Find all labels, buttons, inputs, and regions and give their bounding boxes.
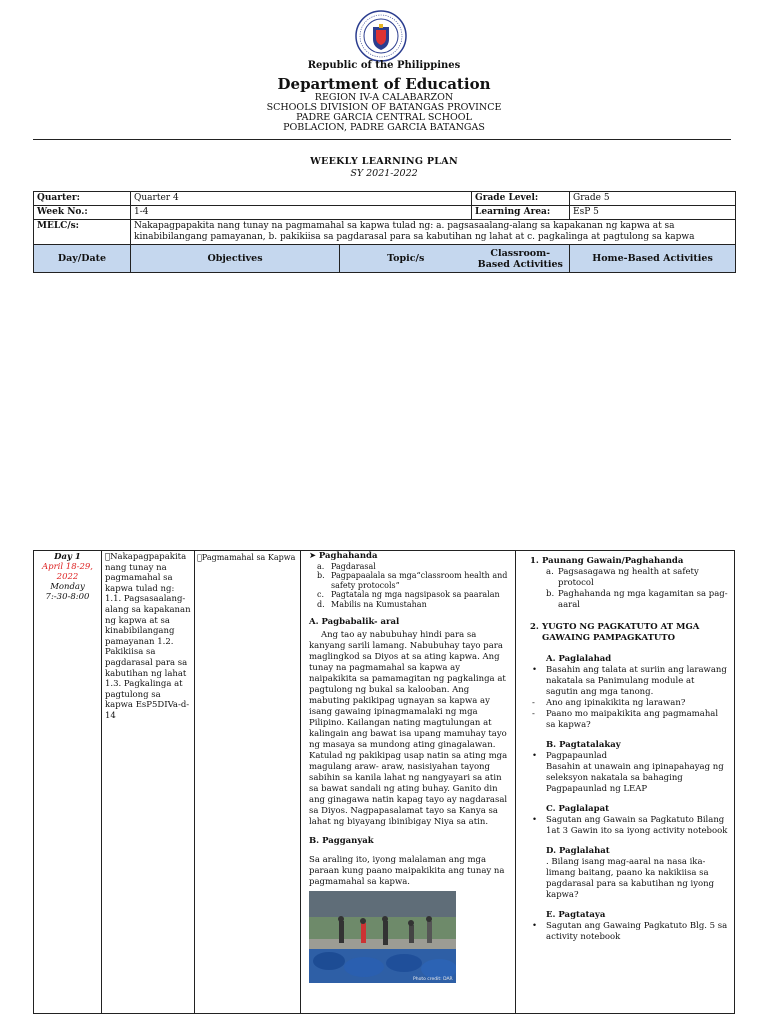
paglalapat-heading: C. Paglalapat [546,804,609,814]
preparation-list [309,562,509,609]
col-header-topics: Topic/s [340,245,472,273]
plan-title: WEEKLY LEARNING PLAN [310,156,458,167]
home-activities-cell [515,550,735,1014]
deped-seal-logo [355,10,407,62]
pagtatalakay-heading: B. Pagtatalakay [546,740,621,750]
melc-label: MELC/s: [34,220,131,245]
question-item: - Paano mo maipakikita ang pagmamahal sa kapwa? [532,709,719,730]
division-line: SCHOOLS DIVISION OF BATANGAS PROVINCE [266,102,502,113]
date-range-line2: 2022 [56,572,79,582]
home-section-2-heading: 2. YUGTO NG PAGKATUTO AT MGA GAWAING PAMPAGKATUTO [530,622,700,643]
topics-cell [194,550,300,1014]
col-header-objectives: Objectives [131,245,340,273]
list-item: b. Pagpapaalala sa mga“classroom health and safety protocols” [317,571,508,590]
list-item: c. Pagtatala ng mga nagsipasok sa paaralan [317,590,500,600]
day-date-cell [33,550,101,1014]
question-item: - Ano ang ipinakikita ng larawan? [532,698,686,708]
school-line: PADRE GARCIA CENTRAL SCHOOL [296,112,472,123]
pagtatalakay-bullet: • Pagpapaunlad [532,751,608,761]
date-range-line1: April 18-29, [42,562,93,572]
paglalapat-bullet: • Sagutan ang Gawain sa Pagkatuto Bilang 1at 3 Gawin ito sa iyong activity notebook [532,815,728,836]
grade-label: Grade Level: [472,192,570,206]
region-line: REGION IV-A CALABARZON [314,92,454,103]
paglalahad-heading: A. Paglalahad [546,654,612,664]
col-header-home: Home-Based Activities [570,245,736,273]
home-section-1-heading: 1. Paunang Gawain/Paghahanda [530,556,684,566]
arrow-bullet-icon: ➤ [309,551,317,561]
photo-credit: Photo credit: DAR [413,977,453,983]
list-item: b. Paghahanda ng mga kagamitan sa pag-aaral [546,589,728,610]
classroom-activities-cell [300,550,515,1014]
paghahanda-heading: ➤ Paghahanda [309,551,378,561]
paglalahat-text: . Bilang isang mag-aaral na nasa ika-limang baitang, paano ka nakikiisa sa pagdarasal para sa kabutihan ng iyong kapwa? [546,857,715,900]
list-item: d. Mabilis na Kumustahan [317,599,427,609]
school-year: SY 2021-2022 [350,168,418,179]
home-prep-list [526,567,728,611]
list-item: a. Pagsasagawa ng health at safety protocol [546,567,699,588]
week-value: 1-4 [131,206,472,220]
pagtataya-bullet: • Sagutan ang Gawaing Pagkatuto Blg. 5 sa activity notebook [532,921,728,942]
department-heading: Department of Education [277,75,491,93]
paglalahad-bullet: • Basahin ang talata at suriin ang larawang nakatala sa Panimulang module at sagutin ang mga tanong. [532,665,727,697]
community-pantry-photo [309,891,456,983]
address-line: POBLACION, PADRE GARCIA BATANGAS [283,122,485,133]
pagtataya-heading: E. Pagtataya [546,910,606,920]
section-a-heading: A. Pagbabalik- aral [309,617,400,628]
paglalahat-heading: D. Paglalahat [546,846,610,856]
melc-value: Nakapagpapakita nang tunay na pagmamahal sa kapwa tulad ng: a. pagsasaalang-alang sa kapakanan ng kapwa at sa kinabibilangang pamayanan, b. pakikiisa sa pagdarasal para sa kabutihan ng lahat at c. pagkalinga at pagtulong sa kapwa [131,220,736,245]
objectives-text: Nakapagpapakita nang tunay na pagmamahal sa kapwa tulad ng: 1.1. Pagsasaalang-alang sa kapakanan ng kapwa at sa kinabibilangang pamayanan 1.2. Pakikiisa sa pagdarasal para sa kabutihan ng lahat 1.3. Pagkalinga at pagtulong sa kapwa EsP5DIVa-d-14 [105,552,191,721]
objectives-cell [101,550,194,1014]
learning-area-label: Learning Area: [472,206,570,220]
day-label: Day 1 [54,552,81,562]
section-a-text: Ang tao ay nabubuhay hindi para sa kanyang sarili lamang. Nabubuhay tayo para maglingkod sa Diyos at sa ating kapwa. Ang tunay na pagmamahal sa kapwa ay naipakikita sa pamamagitan ng pagkalinga at pagtulong ng bukal sa kalooban. Ang mabuting pakikipag ugnayan sa kapwa ay isang gawaing ipinagmamalaki ng mga Pilipino. Kailangan nating magtulungan at kalingain ang bawat isa upang mamuhay tayo ng masaya sa mundong ating ginagalawan. Katulad ng pakikipag usap natin sa ating mga magulang araw- araw, nasisiyahan tayong sabihin sa kanila lahat ng nangyayari sa atin sa bawat sandali ng ating buhay. Ganito din ang ginagawa natin kapag tayo ay nagdarasal sa Diyos. Nagpapasalamat tayo sa Kanya sa lahat ng biyayang ibinibigay Niya sa atin. [309,630,508,828]
topic-text: Pagmamahal sa Kapwa [197,553,291,562]
plan-info-table [33,191,736,273]
section-b-heading: B. Pagganyak [309,836,374,847]
col-header-day-date: Day/Date [34,245,131,273]
header-divider [33,139,731,140]
time-slot: 7:-30-8:00 [45,592,90,602]
pagtatalakay-text: Basahin at unawain ang ipinapahayag ng seleksyon nakatala sa bahaging Pagpapaunlad ng LEAP [546,762,724,794]
learning-area-value: EsP 5 [570,206,736,220]
grade-value: Grade 5 [570,192,736,206]
republic-heading: Republic of the Philippines [307,60,461,71]
weekday: Monday [50,582,85,592]
col-header-classroom: Classroom-Based Activities [472,245,570,273]
quarter-label: Quarter: [34,192,131,206]
list-item: a. Pagdarasal [317,562,376,571]
week-label: Week No.: [34,206,131,220]
section-b-text: Sa araling ito, iyong malalaman ang mga paraan kung paano maipakikita ang tunay na pagmamahal sa kapwa. [309,855,505,888]
quarter-value: Quarter 4 [131,192,472,206]
